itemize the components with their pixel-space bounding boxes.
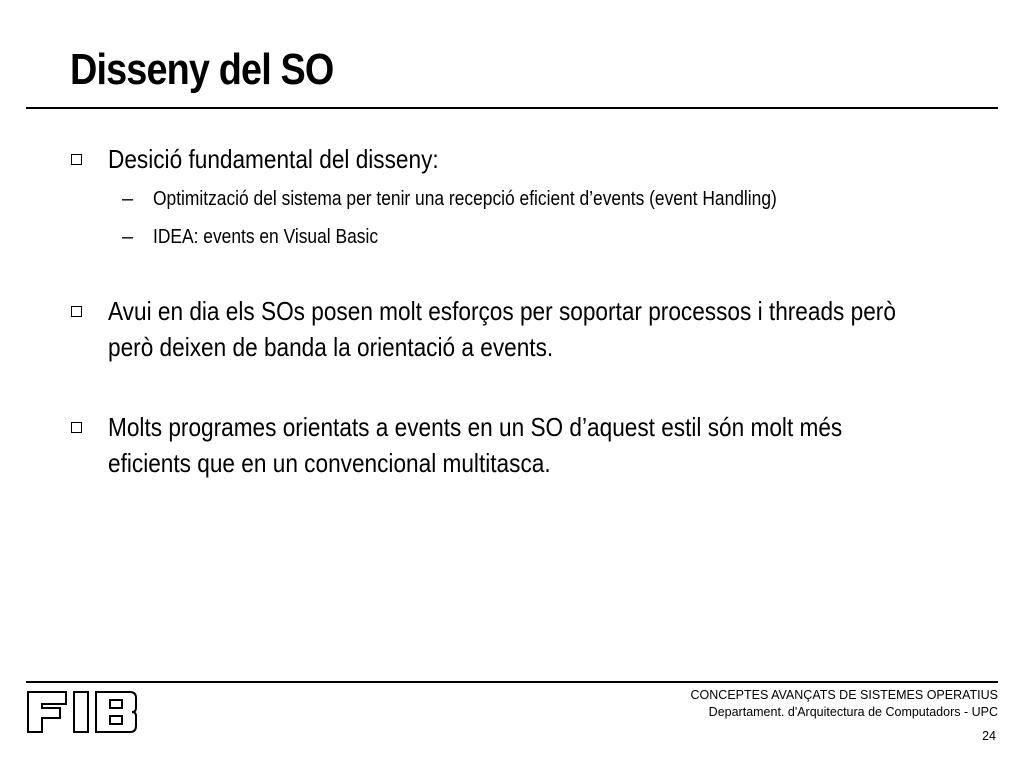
- bullet-text-line: però deixen de banda la orientació a events.: [108, 332, 554, 362]
- bullet-square-icon: [71, 422, 82, 433]
- footer-divider: [26, 681, 998, 683]
- bullet-text-line: Molts programes orientats a events en un SO d’aquest estil són molt més: [108, 412, 843, 442]
- course-title: CONCEPTES AVANÇATS DE SISTEMES OPERATIUS: [690, 688, 998, 702]
- subitem-dash: –: [122, 188, 134, 210]
- bullet-square-icon: [71, 154, 82, 165]
- subitem-text: IDEA: events en Visual Basic: [153, 226, 379, 248]
- page-number: 24: [982, 729, 996, 743]
- fib-logo: [26, 688, 138, 736]
- subitem-text: Optimització del sistema per tenir una recepció eficient d’events (event Handling): [153, 188, 777, 210]
- subitem-dash: –: [122, 226, 134, 248]
- department-name: Departament. d'Arquitectura de Computadors - UPC: [708, 705, 998, 719]
- bullet-text-line: eficients que en un convencional multitasca.: [108, 448, 551, 478]
- bullet-text-line: Avui en dia els SOs posen molt esforços per soportar processos i threads però: [108, 296, 896, 326]
- slide-title: Disseny del SO: [70, 45, 334, 94]
- bullet-text: Desició fundamental del disseny:: [108, 144, 439, 174]
- bullet-square-icon: [71, 306, 82, 317]
